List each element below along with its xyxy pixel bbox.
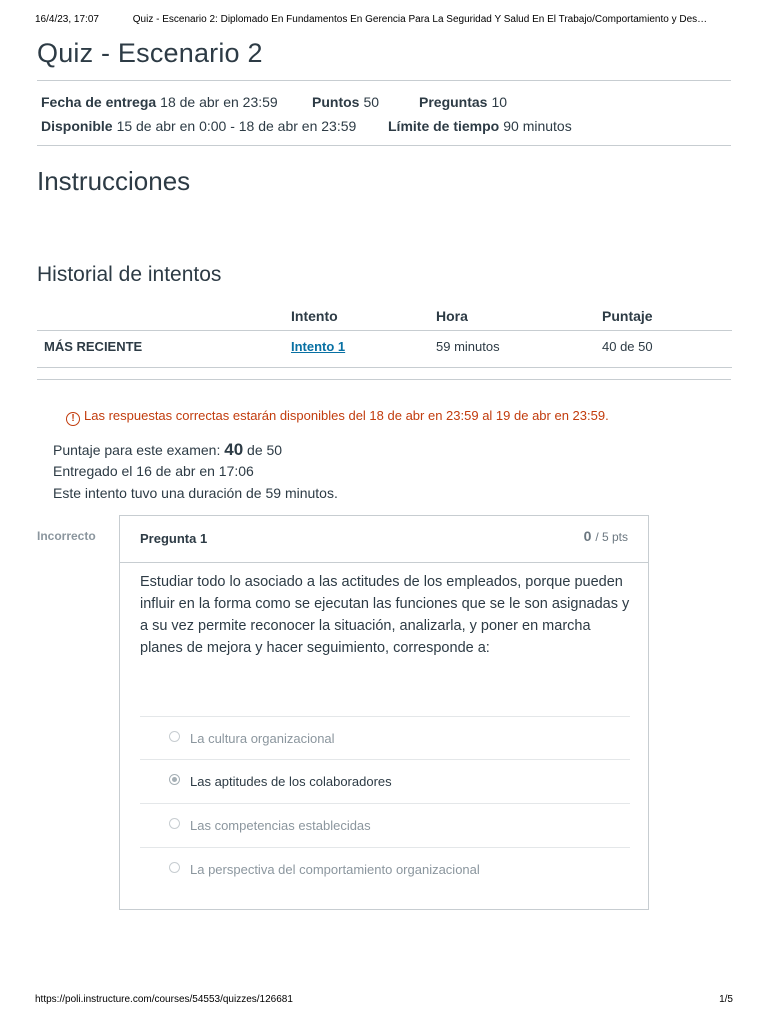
attempt-time: 59 minutos	[436, 331, 602, 368]
radio-button[interactable]	[169, 818, 180, 829]
history-divider	[37, 379, 731, 380]
instructions-title: Instrucciones	[37, 166, 191, 196]
time-limit-label: Límite de tiempo	[388, 118, 500, 134]
answer-option[interactable]	[140, 847, 630, 890]
score-suffix: de 50	[247, 442, 283, 458]
time-limit-value: 90 minutos	[503, 118, 572, 134]
questions	[419, 94, 507, 110]
answers-availability-notice	[66, 408, 609, 426]
radio-button-selected[interactable]	[169, 774, 180, 785]
print-footer	[35, 994, 733, 1005]
answer-label: La cultura organizacional	[190, 731, 335, 746]
history-title: Historial de intentos	[37, 263, 222, 286]
page-title: Quiz - Escenario 2	[37, 38, 263, 68]
attempt-tag: MÁS RECIENTE	[37, 331, 291, 368]
radio-button[interactable]	[169, 731, 180, 742]
points-value: 50	[363, 94, 380, 110]
due-date-value: 18 de abr en 23:59	[160, 94, 278, 110]
availability-label: Disponible	[41, 118, 113, 134]
answer-option-selected[interactable]	[140, 759, 630, 802]
question-score: 0	[583, 528, 592, 544]
points-label: Puntos	[312, 94, 360, 110]
column-header-tag	[37, 302, 291, 331]
points	[312, 94, 379, 110]
score-summary	[53, 440, 282, 460]
print-datetime: 16/4/23, 17:07	[35, 14, 99, 25]
time-limit	[388, 118, 572, 134]
availability-value: 15 de abr en 0:00 - 18 de abr en 23:59	[116, 118, 357, 134]
due-date-label: Fecha de entrega	[41, 94, 157, 110]
print-url: https://poli.instructure.com/courses/54553/quizzes/126681	[35, 994, 293, 1005]
question-name: Pregunta 1	[140, 531, 208, 546]
radio-button[interactable]	[169, 862, 180, 873]
title-divider	[37, 80, 731, 81]
answer-label: Las competencias establecidas	[190, 818, 371, 833]
answer-option[interactable]	[140, 716, 630, 759]
table-row	[37, 331, 732, 368]
exclamation-circle-icon: !	[66, 412, 80, 426]
answer-label: La perspectiva del comportamiento organizacional	[190, 862, 480, 877]
column-header-score: Puntaje	[602, 302, 732, 331]
question-card	[119, 515, 649, 910]
question-header	[120, 516, 648, 563]
attempt-duration: Este intento tuvo una duración de 59 minutos.	[53, 485, 338, 501]
submitted-date: Entregado el 16 de abr en 17:06	[53, 463, 254, 479]
notice-text: Las respuestas correctas estarán disponibles del 18 de abr en 23:59 al 19 de abr en 23:59.	[84, 408, 609, 423]
question-status-label: Incorrecto	[37, 529, 96, 543]
score-prefix: Puntaje para este examen:	[53, 442, 221, 458]
question-score-suffix: / 5 pts	[595, 530, 628, 544]
column-header-attempt: Intento	[291, 302, 436, 331]
answer-label: Las aptitudes de los colaboradores	[190, 774, 392, 789]
table-header-row	[37, 302, 732, 331]
question-text: Estudiar todo lo asociado a las actitudes de los empleados, porque pueden influir en la forma como se ejecutan las funciones que se le son asignadas y a su vez permite reconocer la situación, analizarla, y poner en marcha planes de mejora y hacer seguimiento, corresponde a:	[140, 574, 630, 656]
answer-option[interactable]	[140, 803, 630, 846]
attempt-history-table	[37, 302, 732, 368]
question-points	[584, 528, 628, 544]
availability	[41, 118, 356, 134]
score-value: 40	[224, 440, 244, 459]
attempt-link[interactable]: Intento 1	[291, 338, 346, 354]
print-header	[35, 14, 733, 25]
due-date	[41, 94, 278, 110]
print-page-title: Quiz - Escenario 2: Diplomado En Fundamentos En Gerencia Para La Seguridad Y Salud En El Trabajo/Comportamiento y Des…	[132, 14, 708, 25]
questions-label: Preguntas	[419, 94, 488, 110]
attempt-score: 40 de 50	[602, 331, 732, 368]
meta-divider	[37, 145, 731, 146]
column-header-time: Hora	[436, 302, 602, 331]
print-page-number: 1/5	[719, 994, 733, 1005]
questions-value: 10	[491, 94, 508, 110]
attempt-cell	[291, 331, 436, 368]
